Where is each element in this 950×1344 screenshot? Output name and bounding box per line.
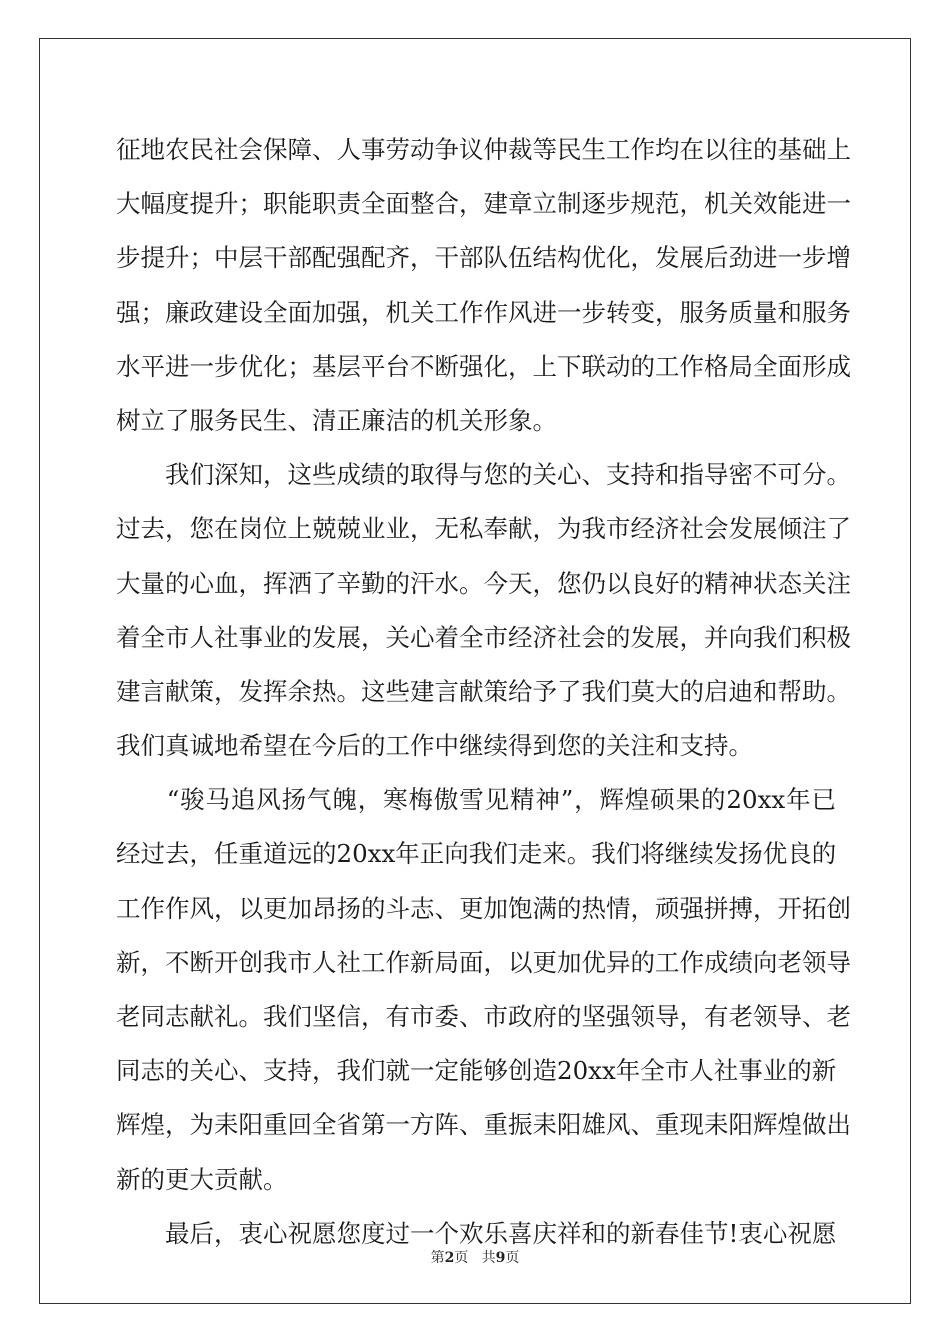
current-page-number: 2 (444, 1250, 455, 1266)
page-suffix: 页 (454, 1250, 469, 1266)
text-line: 同志的关心、支持，我们就一定能够创造20xx年全市人社事业的新 (116, 1056, 837, 1086)
page-footer (0, 1247, 950, 1267)
total-pages-number: 9 (495, 1250, 506, 1266)
text-line: 建言献策，发挥余热。这些建言献策给予了我们莫大的启迪和帮助。 (116, 676, 851, 706)
page-prefix: 第 (430, 1250, 445, 1266)
text-line: 水平进一步优化；基层平台不断强化，上下联动的工作格局全面形成 (116, 351, 851, 381)
text-line: 大量的心血，挥洒了辛勤的汗水。今天，您仍以良好的精神状态关注 (116, 568, 851, 598)
text-line: 大幅度提升；职能职责全面整合，建章立制逐步规范，机关效能进一 (116, 189, 851, 219)
text-line: 经过去，任重道远的20xx年正向我们走来。我们将继续发扬优良的 (116, 839, 837, 869)
total-suffix: 页 (505, 1250, 520, 1266)
text-line: 老同志献礼。我们坚信，有市委、市政府的坚强领导，有老领导、老 (116, 1002, 851, 1031)
total-prefix: 共 (481, 1250, 496, 1266)
text-line: 新，不断开创我市人社工作新局面，以更加优异的工作成绩向老领导 (116, 947, 851, 977)
text-line: 步提升；中层干部配强配齐，干部队伍结构优化，发展后劲进一步增 (116, 243, 851, 273)
text-line: 工作作风，以更加昂扬的斗志、更加饱满的热情，顽强拼搏，开拓创 (116, 893, 851, 923)
text-line: 着全市人社事业的发展，关心着全市经济社会的发展，并向我们积极 (116, 622, 851, 652)
text-line: 新的更大贡献。 (116, 1164, 288, 1194)
text-line: 辉煌，为耒阳重回全省第一方阵、重振耒阳雄风、重现耒阳辉煌做出 (116, 1110, 851, 1140)
text-line: 我们深知，这些成绩的取得与您的关心、支持和指导密不可分。 (116, 460, 851, 490)
text-line: 最后，衷心祝愿您度过一个欢乐喜庆祥和的新春佳节!衷心祝愿 (116, 1218, 837, 1248)
document-body (116, 128, 851, 1266)
text-line: 征地农民社会保障、人事劳动争议仲裁等民生工作均在以往的基础上 (116, 135, 851, 164)
text-line: 过去，您在岗位上兢兢业业，无私奉献，为我市经济社会发展倾注了 (116, 514, 851, 544)
text-line: 强；廉政建设全面加强，机关工作作风进一步转变，服务质量和服务 (116, 297, 851, 327)
text-line: “骏马追风扬气魄，寒梅傲雪见精神”，辉煌硕果的20xx年已 (116, 785, 836, 815)
text-line: 我们真诚地希望在今后的工作中继续得到您的关注和支持。 (116, 731, 753, 761)
text-line: 树立了服务民生、清正廉洁的机关形象。 (116, 405, 557, 435)
